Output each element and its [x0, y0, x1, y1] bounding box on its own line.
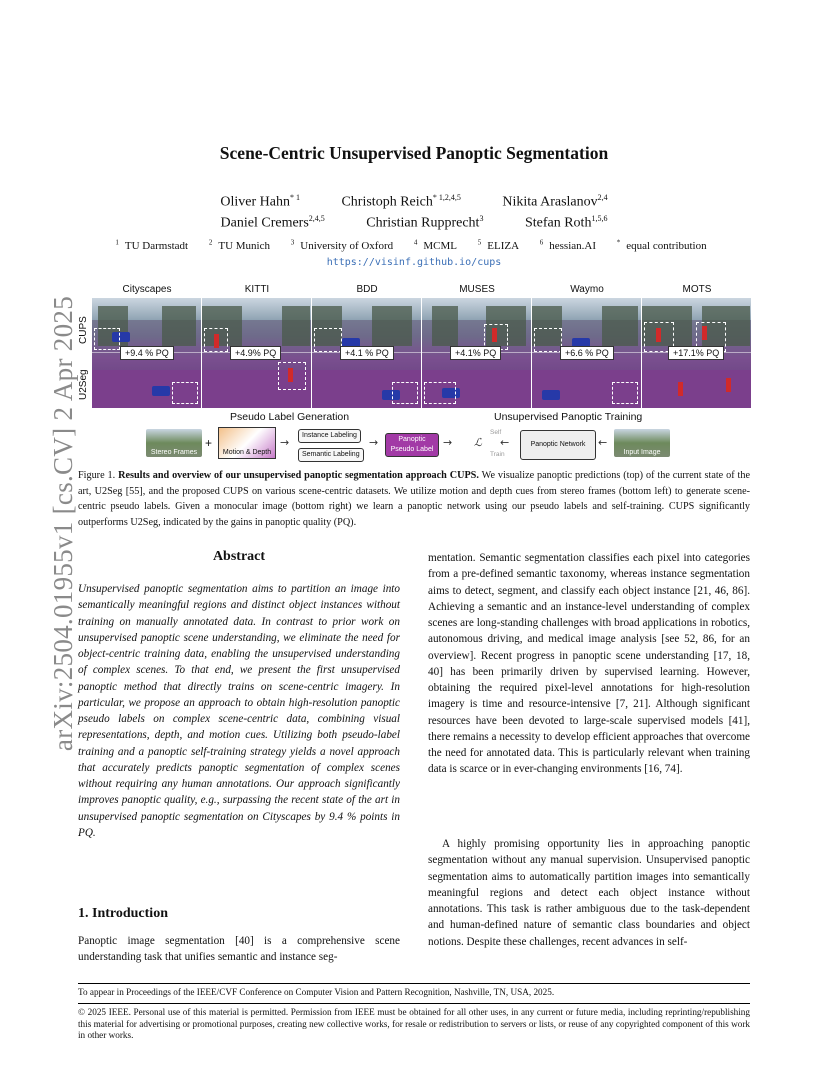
row-label-cups: CUPS: [78, 316, 89, 344]
author-affiliation-marker: * 1: [289, 193, 300, 202]
affiliation-marker: 4: [413, 238, 418, 246]
affiliations: [0, 238, 828, 252]
arrow-right-icon: →: [369, 436, 379, 449]
figure-caption: [78, 468, 750, 530]
paper-title: Scene-Centric Unsupervised Panoptic Segmentation: [219, 143, 609, 163]
affiliation: [414, 240, 463, 252]
loss-symbol: ℒ: [474, 436, 482, 449]
row-label-u2seg: U2Seg: [78, 369, 89, 400]
dataset-label: Waymo: [570, 284, 604, 295]
author-name: Daniel Cremers: [220, 215, 309, 231]
project-url-link[interactable]: https://visinf.github.io/cups: [326, 257, 502, 268]
affiliation-marker: 5: [477, 238, 482, 246]
author-name: Nikita Araslanov: [502, 194, 598, 210]
pq-gain-badge: +17.1% PQ: [668, 346, 724, 360]
caption-bold: Results and overview of our unsupervised panoptic segmentation approach CUPS.: [118, 470, 479, 481]
affiliation: [617, 240, 713, 252]
plus-icon: +: [205, 436, 213, 450]
affiliation-name: TU Munich: [218, 239, 270, 252]
introduction-heading: 1. Introduction: [78, 906, 168, 921]
stereo-frames-label: Stereo Frames: [150, 449, 198, 456]
pq-gain-badge: +6.6 % PQ: [560, 346, 614, 360]
abstract-heading: Abstract: [212, 549, 266, 564]
train-label: Train: [490, 451, 505, 458]
affiliation: [540, 240, 602, 252]
author: [221, 214, 325, 232]
panoptic-network-box: Panoptic Network: [520, 430, 596, 460]
caption-label: Figure 1.: [78, 470, 116, 481]
pq-gain-badge: +4.1 % PQ: [340, 346, 394, 360]
stereo-frames-image: [146, 429, 202, 457]
motion-depth-label: Motion & Depth: [222, 449, 272, 456]
panoptic-pseudo-label-box: [385, 433, 439, 457]
arrow-right-icon: →: [443, 436, 453, 449]
author-name: Christian Rupprecht: [366, 215, 480, 231]
affiliation-marker: *: [616, 238, 621, 246]
authors-row-1: [0, 193, 828, 211]
arrow-right-icon: →: [280, 436, 290, 449]
affiliation-name: ELIZA: [487, 239, 520, 252]
dataset-label: KITTI: [244, 284, 270, 295]
dataset-label: BDD: [356, 284, 378, 295]
pq-gain-badge: +4.9% PQ: [230, 346, 281, 360]
affiliation-marker: 1: [115, 238, 119, 246]
arrow-left-icon: ←: [500, 436, 510, 449]
panoptic-pseudo-label-text: Panoptic Pseudo Label: [390, 436, 434, 453]
affiliation-name: TU Darmstadt: [124, 239, 189, 252]
copyright-divider: [78, 1003, 750, 1004]
unsupervised-training-heading: Unsupervised Panoptic Training: [494, 411, 643, 423]
motion-depth-image: [218, 427, 276, 459]
qualitative-results-strip: [92, 298, 752, 408]
pseudo-label-generation-heading: Pseudo Label Generation: [230, 411, 350, 423]
instance-labeling-box: Instance Labeling: [298, 429, 361, 443]
input-image-label: Input Image: [623, 449, 661, 456]
pq-gain-badge: +4.1% PQ: [450, 346, 501, 360]
author-name: Oliver Hahn: [220, 194, 290, 210]
arrow-left-icon: ←: [598, 436, 608, 449]
introduction-text-right-p1: mentation. Semantic segmentation classifies each pixel into categories from a pre-defined semantic taxonomy, whereas instance segmentation aims to detect, segment, and classify each object instance [21, 46, 86]. Achieving a semantic and an instance-level understanding of complex scenes are long-standing challenges with broad applications in robotics, autonomous driving, and medical image analysis [see 52, 86, for an overview]. Recent progress in panoptic scene understanding [17, 18, 40] has been primarily driven by supervised learning. However, obtaining the required pixel-level annotations for high-resolution imagery is time and resource-intensive [7, 21]. Although significant resources have been devoted to large-scale supervised models [41], there remains a necessity to develop efficient approaches that overcome the need for annotated data. This is particularly relevant when training data is scarce or in ever-changing environments [16, 74].: [428, 552, 750, 776]
authors-row-2: [0, 214, 828, 232]
venue-footnote: To appear in Proceedings of the IEEE/CVF Conference on Computer Vision and Pattern Recognition, Nashville, TN, USA, 2025.: [78, 987, 555, 997]
introduction-text-left: Panoptic image segmentation [40] is a comprehensive scene understanding task that unifies semantic and instance seg-: [78, 935, 400, 964]
author: [220, 193, 300, 211]
footnote-divider: [78, 983, 750, 984]
affiliation-name: hessian.AI: [549, 239, 597, 252]
author: [341, 193, 460, 211]
author-name: Christoph Reich: [341, 194, 433, 210]
semantic-labeling-box: Semantic Labeling: [298, 448, 364, 462]
affiliation-marker: 6: [539, 238, 544, 246]
caption-text: We visualize panoptic predictions (top) of the current state of the art, U2Seg [55], and the proposed CUPS on various scene-centric datasets. We utilize motion and depth cues from stereo frames (bottom left) to generate scene-centric pseudo labels. Given a monocular image (bottom right) we learn a panoptic network using our pseudo labels and self-training. CUPS significantly outperforms U2Seg, indicated by the gains in panoptic quality (PQ).: [78, 470, 750, 528]
author-affiliation-marker: 2,4,5: [308, 214, 325, 223]
copyright-notice: © 2025 IEEE. Personal use of this material is permitted. Permission from IEEE must be obtained for all other uses, in any current or future media, including reprinting/republishing this material for advertising or promotional purposes, creating new collective works, for resale or redistribution to servers or lists, or reuse of any copyrighted component of this work in other works.: [78, 1007, 750, 1041]
author: [502, 193, 607, 211]
author: [366, 214, 483, 232]
affiliation-marker: 2: [208, 238, 213, 246]
pq-gain-badge: +9.4 % PQ: [120, 346, 174, 360]
author: [525, 214, 608, 232]
introduction-text-right-p2: A highly promising opportunity lies in approaching panoptic segmentation without any manual supervision. Unsupervised panoptic segmentation aims to automatically partition images into semantically meaningful regions and detect each object instance without annotations. This task is rather ambiguous due to the task-dependent and human-defined nature of semantic class boundaries and object notions. Despite these challenges, recent advances in self-: [428, 838, 750, 948]
author-affiliation-marker: * 1,2,4,5: [432, 193, 461, 202]
affiliation-name: University of Oxford: [300, 239, 394, 252]
author-name: Stefan Roth: [524, 215, 592, 231]
arxiv-watermark: arXiv:2504.01955v1 [cs.CV] 2 Apr 2025: [48, 296, 78, 752]
author-affiliation-marker: 3: [479, 214, 484, 223]
author-affiliation-marker: 1,5,6: [591, 214, 608, 223]
input-image: [614, 429, 670, 457]
dataset-label: MOTS: [682, 284, 712, 295]
dataset-labels: [92, 284, 752, 298]
affiliation-name: MCML: [423, 239, 457, 252]
affiliation: [209, 240, 276, 252]
affiliation: [291, 240, 399, 252]
self-label: Self: [490, 429, 502, 436]
affiliation: [115, 240, 194, 252]
dataset-label: MUSES: [459, 284, 495, 295]
abstract-text: Unsupervised panoptic segmentation aims to partition an image into semantically meaningful regions and distinct object instances without training on manually annotated data. In contrast to prior work on unsupervised panoptic scene understanding, we eliminate the need for object-centric training data, enabling the unsupervised understanding of complex scenes. To that end, we present the first unsupervised panoptic method that directly trains on scene-centric imagery. In particular, we propose an approach to obtain high-resolution panoptic pseudo labels on complex scene-centric data, combining visual representations, depth, and motion cues. Utilizing both pseudo-label training and a panoptic self-training strategy yields a novel approach that accurately predicts panoptic segmentation of complex scenes without requiring any human annotations. Our approach significantly improves panoptic quality, e.g., surpassing the recent state of the art in unsupervised panoptic segmentation on Cityscapes by 9.4 % points in PQ.: [78, 583, 400, 839]
dataset-label: Cityscapes: [122, 284, 172, 295]
author-affiliation-marker: 2,4: [597, 193, 608, 202]
affiliation: [478, 240, 525, 252]
affiliation-name: equal contribution: [626, 239, 707, 252]
affiliation-marker: 3: [290, 238, 295, 246]
